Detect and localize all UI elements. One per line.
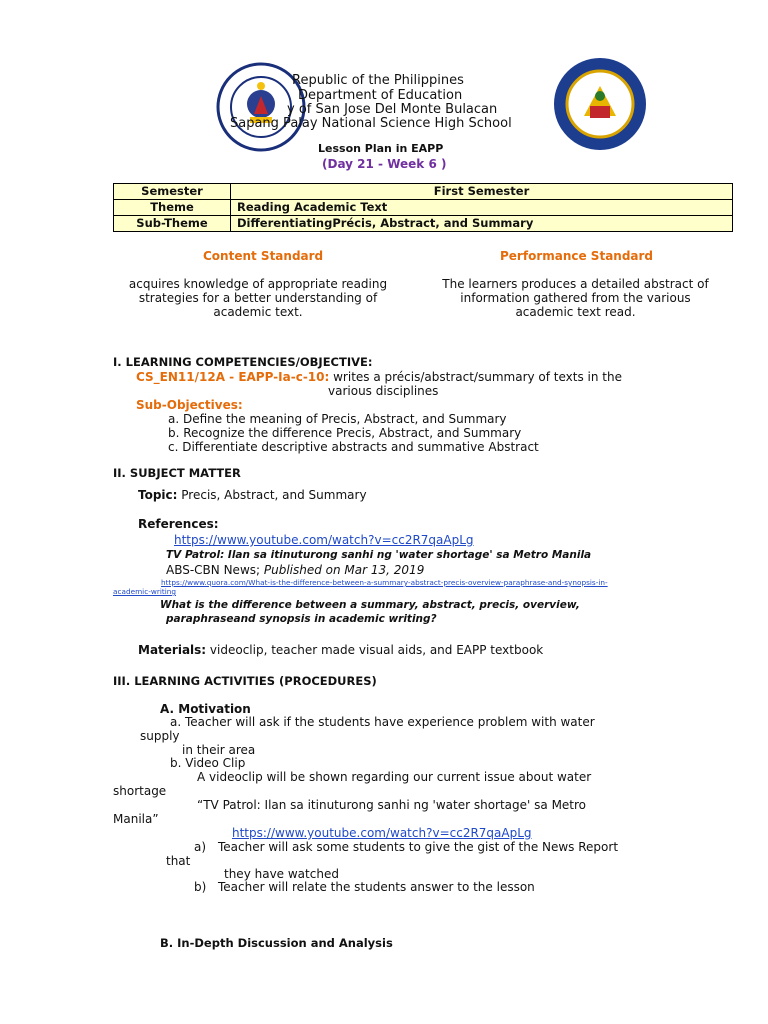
motivation-a-line3: in their area — [182, 743, 256, 757]
table-row — [114, 216, 733, 232]
reference-1-source — [166, 563, 424, 577]
section-1-heading: I. LEARNING COMPETENCIES/OBJECTIVE: — [113, 355, 373, 369]
header-department: Department of Education — [298, 88, 463, 103]
header-division: y of San Jose Del Monte Bulacan — [287, 102, 498, 117]
sub-a-line1: Teacher will ask some students to give the gist of the News Report — [218, 840, 619, 854]
header-republic: Republic of the Philippines — [292, 73, 464, 88]
topic-line — [138, 488, 367, 502]
text-line: The learners produces a detailed abstract of — [442, 277, 709, 291]
competency-code: CS_EN11/12A - EAPP-Ia-c-10: — [136, 370, 330, 384]
table-row — [114, 200, 733, 216]
text-line: academic text read. — [515, 305, 636, 319]
in-depth-heading: B. In-Depth Discussion and Analysis — [160, 936, 393, 950]
competency-line — [136, 370, 622, 384]
materials-label: Materials: — [138, 643, 207, 657]
sub-a-marker: a) — [194, 840, 207, 854]
materials-line — [138, 643, 543, 657]
text-line: acquires knowledge of appropriate reading — [128, 277, 388, 291]
competency-text: writes a précis/abstract/summary of texts in the — [329, 370, 622, 384]
topic-label: Topic: — [138, 488, 178, 502]
text-line: academic text. — [213, 305, 303, 319]
content-standard-text — [108, 277, 408, 319]
meta-value: DifferentiatingPrécis, Abstract, and Summary — [231, 216, 733, 232]
content-standard-heading: Content Standard — [203, 249, 324, 263]
table-row — [114, 184, 733, 200]
sub-a-line2: that — [166, 854, 191, 868]
lesson-meta-table — [113, 183, 733, 232]
text-line: strategies for a better understanding of — [138, 291, 378, 305]
link-line[interactable]: https://www.quora.com/What-is-the-difference-between-a-summary-abstract-precis-overview-paraphrase-and-synopsis-in- — [161, 578, 608, 587]
reference-2-title-line2: paraphraseand synopsis in academic writing? — [166, 613, 437, 625]
page-title: Lesson Plan in EAPP — [318, 142, 444, 155]
link-line[interactable]: academic-writing — [113, 587, 176, 596]
competency-line-2: various disciplines — [328, 384, 439, 398]
sub-b-line1: Teacher will relate the students answer to the lesson — [218, 880, 535, 894]
sub-a-line3: they have watched — [224, 867, 339, 881]
reference-2-link[interactable] — [113, 578, 673, 596]
objective-c: c. Differentiate descriptive abstracts and summative Abstract — [168, 440, 539, 454]
meta-value: First Semester — [231, 184, 733, 200]
meta-key: Theme — [114, 200, 231, 216]
meta-key: Sub-Theme — [114, 216, 231, 232]
text-line: information gathered from the various — [460, 291, 691, 305]
meta-value: Reading Academic Text — [231, 200, 733, 216]
section-2-heading: II. SUBJECT MATTER — [113, 466, 241, 480]
video-clip-link[interactable]: https://www.youtube.com/watch?v=cc2R7qaApLg — [232, 826, 532, 840]
performance-standard-heading: Performance Standard — [500, 249, 654, 263]
reference-1-link[interactable]: https://www.youtube.com/watch?v=cc2R7qaApLg — [174, 533, 474, 547]
video-clip-heading: b. Video Clip — [170, 756, 246, 770]
meta-key: Semester — [114, 184, 231, 200]
section-3-heading: III. LEARNING ACTIVITIES (PROCEDURES) — [113, 674, 377, 688]
reference-2-title-line1: What is the difference between a summary, abstract, precis, overview, — [160, 599, 580, 611]
reference-1-title: TV Patrol: Ilan sa itinuturong sanhi ng 'water shortage' sa Metro Manila — [166, 549, 592, 561]
motivation-a-line2: supply — [140, 729, 180, 743]
objective-a: a. Define the meaning of Precis, Abstract, and Summary — [168, 412, 507, 426]
published-date: Published on Mar 13, 2019 — [263, 563, 425, 577]
references-label: References: — [138, 517, 219, 531]
performance-standard-text — [418, 277, 733, 319]
page-subtitle: (Day 21 - Week 6 ) — [322, 157, 447, 171]
objective-b: b. Recognize the difference Precis, Abstract, and Summary — [168, 426, 522, 440]
materials-value: videoclip, teacher made visual aids, and EAPP textbook — [206, 643, 544, 657]
video-clip-line4: Manila” — [113, 812, 159, 826]
motivation-heading: A. Motivation — [160, 702, 251, 716]
header-school: Sapang Palay National Science High School — [230, 116, 512, 131]
school-seal-logo — [552, 56, 648, 152]
video-clip-line2: shortage — [113, 784, 167, 798]
sub-b-marker: b) — [194, 880, 207, 894]
topic-value: Precis, Abstract, and Summary — [177, 488, 367, 502]
motivation-a-line1: a. Teacher will ask if the students have experience problem with water — [170, 715, 595, 729]
sub-objectives-heading: Sub-Objectives: — [136, 398, 243, 412]
video-clip-line1: A videoclip will be shown regarding our current issue about water — [197, 770, 592, 784]
source-name: ABS-CBN News; — [166, 563, 264, 577]
video-clip-line3: “TV Patrol: Ilan sa itinuturong sanhi ng 'water shortage' sa Metro — [197, 798, 587, 812]
